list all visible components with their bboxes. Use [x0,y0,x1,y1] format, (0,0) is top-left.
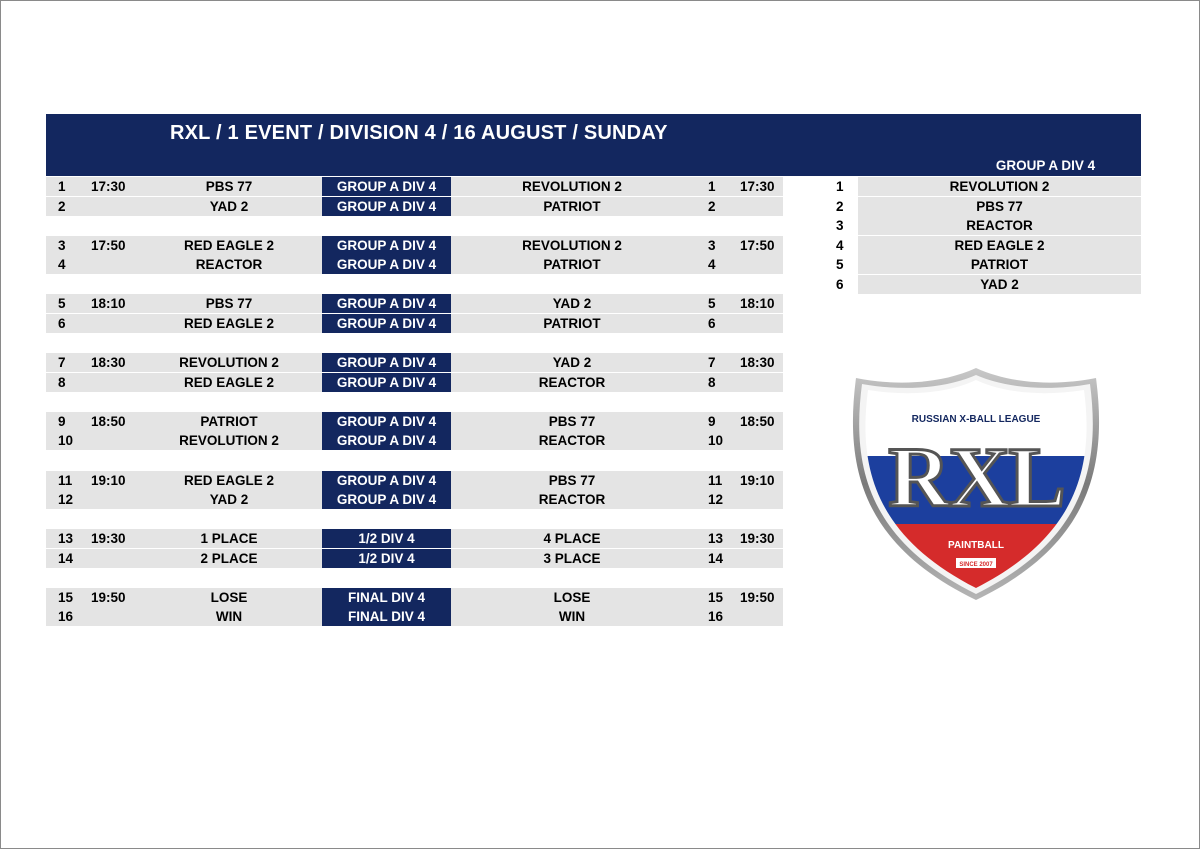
match-number-right: 3 [708,237,716,253]
team-left: PBS 77 [205,179,253,194]
match-row [46,529,783,548]
match-time: 19:10 [91,472,126,488]
standings-team: REVOLUTION 2 [858,177,1141,196]
team-left: PBS 77 [205,296,253,312]
team-right: PATRIOT [543,257,601,273]
team-right: PATRIOT [543,198,601,214]
match-number: 3 [58,237,66,253]
team-right: REACTOR [538,374,606,390]
match-time: 19:30 [91,531,126,547]
standings-team: REACTOR [858,216,1141,235]
match-number: 10 [58,433,74,449]
match-number: 13 [58,531,74,547]
match-number: 14 [58,550,74,566]
team-right: REACTOR [538,433,606,449]
standings-rank: 4 [836,237,844,253]
standings-row [810,236,1141,255]
group-label: GROUP A DIV 4 [322,353,451,372]
group-label: GROUP A DIV 4 [322,471,451,490]
match-number-right: 4 [708,257,716,273]
group-label: GROUP A DIV 4 [322,177,451,196]
match-row [46,471,783,490]
match-time: 17:30 [91,179,126,194]
match-number-right: 8 [708,374,716,390]
rxl-logo [846,366,1106,600]
match-number: 6 [58,315,66,331]
team-left: PATRIOT [200,413,258,429]
team-right: REACTOR [538,492,606,507]
standings-team: YAD 2 [858,275,1141,294]
match-number: 2 [58,198,66,214]
match-row [46,294,783,313]
match-number-right: 12 [708,492,724,507]
match-number: 5 [58,296,66,312]
team-right: 3 PLACE [543,550,601,566]
team-left: REACTOR [195,257,263,273]
standings-team: PBS 77 [858,197,1141,216]
team-left: RED EAGLE 2 [183,374,275,390]
match-row [46,607,783,626]
team-right: PATRIOT [543,315,601,331]
match-row [46,236,783,255]
logo-sport-text: PAINTBALL [948,540,1004,551]
team-right: YAD 2 [552,355,592,371]
group-label: FINAL DIV 4 [322,607,451,626]
match-number: 7 [58,355,66,371]
match-row [46,177,783,196]
match-time: 18:50 [91,413,126,429]
team-left: RED EAGLE 2 [183,472,275,488]
team-right: 4 PLACE [543,531,601,547]
match-time-right: 18:30 [740,355,775,371]
match-number: 12 [58,492,74,507]
group-label: GROUP A DIV 4 [322,412,451,431]
team-left: LOSE [210,589,248,605]
match-number: 8 [58,374,66,390]
match-time: 19:50 [91,589,126,605]
match-number-right: 5 [708,296,716,312]
group-label: 1/2 DIV 4 [322,549,451,568]
match-row [46,197,783,216]
schedule-header [46,114,1141,176]
team-right: PBS 77 [548,413,596,429]
match-time-right: 19:10 [740,472,775,488]
team-right: YAD 2 [552,296,592,312]
match-number: 16 [58,609,74,625]
match-row [46,412,783,431]
group-label: GROUP A DIV 4 [322,294,451,313]
group-label: GROUP A DIV 4 [322,236,451,255]
standings-team: RED EAGLE 2 [858,236,1141,255]
match-time: 18:30 [91,355,126,371]
group-label: GROUP A DIV 4 [322,255,451,274]
team-left: REVOLUTION 2 [179,433,279,449]
match-number-right: 9 [708,413,716,429]
team-left: 2 PLACE [200,550,258,566]
standings-row [810,216,1141,235]
team-right: WIN [558,609,586,625]
group-label: FINAL DIV 4 [322,588,451,607]
match-time: 17:50 [91,237,126,253]
standings-rank: 3 [836,218,844,233]
match-number: 1 [58,179,66,194]
standings-row [810,275,1141,294]
match-number-right: 14 [708,550,724,566]
match-number-right: 10 [708,433,724,449]
match-time-right: 17:50 [740,237,775,253]
match-number-right: 16 [708,609,724,625]
match-number: 15 [58,589,74,605]
match-row [46,314,783,333]
team-right: PBS 77 [548,472,596,488]
team-left: RED EAGLE 2 [183,315,275,331]
standings-rank: 2 [836,198,844,214]
match-number-right: 11 [708,472,723,488]
match-number-right: 15 [708,589,724,605]
team-left: YAD 2 [209,492,249,507]
standings-rank: 6 [836,276,844,292]
match-row [46,353,783,372]
group-label: 1/2 DIV 4 [322,529,451,548]
standings-rank: 1 [836,179,844,194]
match-row [46,373,783,392]
match-row [46,431,783,450]
page-title: RXL / 1 EVENT / DIVISION 4 / 16 AUGUST / SUNDAY [170,122,668,144]
team-right: LOSE [553,589,591,605]
team-left: YAD 2 [209,198,249,214]
logo-league-text: RUSSIAN X-BALL LEAGUE [911,414,1041,425]
match-time: 18:10 [91,296,126,312]
match-number-right: 1 [708,179,716,194]
group-label: GROUP A DIV 4 [322,314,451,333]
match-row [46,490,783,509]
team-right: REVOLUTION 2 [522,179,622,194]
logo-mark-text: RXL [888,429,1064,525]
standings-rank: 5 [836,257,844,272]
match-number-right: 7 [708,355,716,371]
match-number-right: 13 [708,531,724,547]
group-label: GROUP A DIV 4 [322,197,451,216]
match-time-right: 19:30 [740,531,775,547]
group-label: GROUP A DIV 4 [322,431,451,450]
team-left: WIN [215,609,243,625]
match-time-right: 18:50 [740,413,775,429]
standings-row [810,177,1141,196]
match-time-right: 19:50 [740,589,775,605]
standings-team: PATRIOT [858,255,1141,274]
team-right: REVOLUTION 2 [522,237,622,253]
standings-row [810,255,1141,274]
standings-title: GROUP A DIV 4 [995,158,1096,173]
group-label: GROUP A DIV 4 [322,373,451,392]
match-number: 11 [58,472,73,488]
match-row [46,549,783,568]
match-number-right: 2 [708,198,716,214]
team-left: REVOLUTION 2 [179,355,279,371]
match-row [46,588,783,607]
match-time-right: 18:10 [740,296,775,312]
match-row [46,255,783,274]
match-number: 4 [58,257,66,273]
team-left: RED EAGLE 2 [183,237,275,253]
match-number: 9 [58,413,66,429]
logo-since-text: SINCE 2007 [959,562,993,568]
match-number-right: 6 [708,315,716,331]
standings-row [810,197,1141,216]
team-left: 1 PLACE [200,531,258,547]
group-label: GROUP A DIV 4 [322,490,451,509]
match-time-right: 17:30 [740,179,775,194]
